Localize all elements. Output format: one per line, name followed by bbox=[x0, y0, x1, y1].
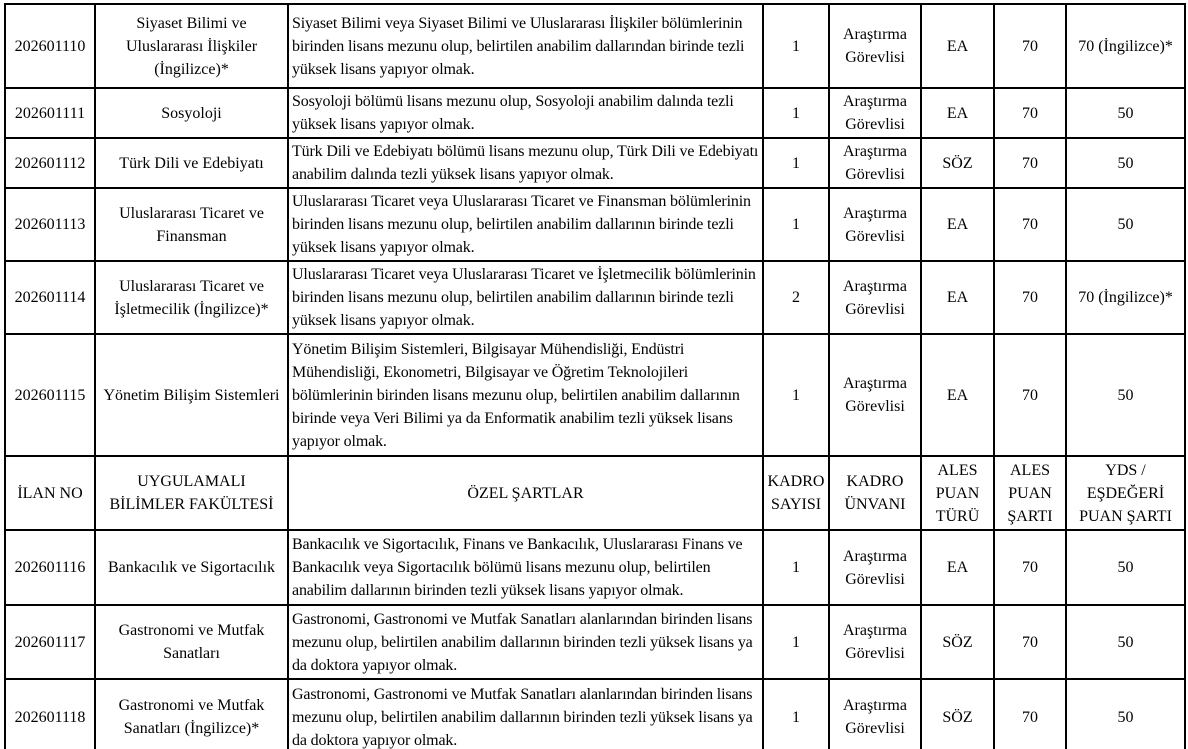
kadro-unvani-cell: Araştırma Görevlisi bbox=[829, 88, 921, 138]
ales-puan-sarti-cell: 70 bbox=[994, 261, 1066, 334]
header-fakulte: UYGULAMALI BİLİMLER FAKÜLTESİ bbox=[95, 456, 288, 530]
ales-puan-sarti-cell: 70 bbox=[994, 188, 1066, 261]
kadro-unvani-cell: Araştırma Görevlisi bbox=[829, 679, 921, 749]
kadro-sayisi-cell: 1 bbox=[763, 530, 829, 605]
ales-puan-turu-cell: EA bbox=[921, 334, 994, 456]
ilan-no-cell: 202601113 bbox=[5, 188, 95, 261]
ozel-sartlar-cell: Bankacılık ve Sigortacılık, Finans ve Bankacılık, Uluslararası Finans ve Bankacılık veya Sigortacılık bölümü lisans mezunu olup, belirtilen anabilim dallarının birinden tezli yüksek lisans yapıyor olmak. bbox=[288, 530, 763, 605]
ales-puan-sarti-cell: 70 bbox=[994, 605, 1066, 679]
ales-puan-turu-cell: SÖZ bbox=[921, 679, 994, 749]
ilan-no-cell: 202601118 bbox=[5, 679, 95, 749]
ilan-no-cell: 202601114 bbox=[5, 261, 95, 334]
rows-section-bottom bbox=[5, 530, 1185, 749]
bolum-cell: Gastronomi ve Mutfak Sanatları bbox=[95, 605, 288, 679]
ilan-no-cell: 202601112 bbox=[5, 138, 95, 188]
ales-puan-turu-cell: EA bbox=[921, 188, 994, 261]
ales-puan-sarti-cell: 70 bbox=[994, 530, 1066, 605]
ales-puan-sarti-cell: 70 bbox=[994, 138, 1066, 188]
ales-puan-turu-cell: SÖZ bbox=[921, 605, 994, 679]
ozel-sartlar-cell: Gastronomi, Gastronomi ve Mutfak Sanatları alanlarından birinden lisans mezunu olup, belirtilen anabilim dallarının birinden tezli yüksek lisans ya da doktora yapıyor olmak. bbox=[288, 679, 763, 749]
kadro-sayisi-cell: 2 bbox=[763, 261, 829, 334]
ozel-sartlar-cell: Siyaset Bilimi veya Siyaset Bilimi ve Uluslararası İlişkiler bölümlerinin birinden lisans mezunu olup, belirtilen anabilim dallarından birinde tezli yüksek lisans yapıyor olmak. bbox=[288, 4, 763, 88]
ozel-sartlar-cell: Sosyoloji bölümü lisans mezunu olup, Sosyoloji anabilim dalında tezli yüksek lisans yapıyor olmak. bbox=[288, 88, 763, 138]
kadro-sayisi-cell: 1 bbox=[763, 605, 829, 679]
ozel-sartlar-cell: Türk Dili ve Edebiyatı bölümü lisans mezunu olup, Türk Dili ve Edebiyatı anabilim dalında tezli yüksek lisans yapıyor olmak. bbox=[288, 138, 763, 188]
rows-section-top bbox=[5, 4, 1185, 456]
table-row bbox=[5, 4, 1185, 88]
bolum-cell: Sosyoloji bbox=[95, 88, 288, 138]
ozel-sartlar-cell: Uluslararası Ticaret veya Uluslararası Ticaret ve Finansman bölümlerinin birinden lisans mezunu olup, belirtilen anabilim dallarının birinde tezli yüksek lisans yapıyor olmak. bbox=[288, 188, 763, 261]
ales-puan-turu-cell: SÖZ bbox=[921, 138, 994, 188]
header-ales-puan-turu: ALES PUAN TÜRÜ bbox=[921, 456, 994, 530]
kadro-sayisi-cell: 1 bbox=[763, 4, 829, 88]
header-ilan-no: İLAN NO bbox=[5, 456, 95, 530]
table-row bbox=[5, 605, 1185, 679]
ales-puan-sarti-cell: 70 bbox=[994, 4, 1066, 88]
ales-puan-sarti-cell: 70 bbox=[994, 88, 1066, 138]
table-row bbox=[5, 679, 1185, 749]
faculty-header-row bbox=[5, 456, 1185, 530]
ales-puan-turu-cell: EA bbox=[921, 261, 994, 334]
header-yds-esdegeri: YDS / EŞDEĞERİ PUAN ŞARTI bbox=[1066, 456, 1185, 530]
table-row bbox=[5, 88, 1185, 138]
ales-puan-turu-cell: EA bbox=[921, 530, 994, 605]
yds-puan-sarti-cell: 50 bbox=[1066, 188, 1185, 261]
ales-puan-turu-cell: EA bbox=[921, 4, 994, 88]
ilan-no-cell: 202601116 bbox=[5, 530, 95, 605]
header-ales-puan-sarti: ALES PUAN ŞARTI bbox=[994, 456, 1066, 530]
ozel-sartlar-cell: Gastronomi, Gastronomi ve Mutfak Sanatları alanlarından birinden lisans mezunu olup, belirtilen anabilim dallarının birinden tezli yüksek lisans ya da doktora yapıyor olmak. bbox=[288, 605, 763, 679]
faculty-header-section bbox=[5, 456, 1185, 530]
kadro-unvani-cell: Araştırma Görevlisi bbox=[829, 188, 921, 261]
yds-puan-sarti-cell: 50 bbox=[1066, 530, 1185, 605]
header-kadro-sayisi: KADRO SAYISI bbox=[763, 456, 829, 530]
yds-puan-sarti-cell: 50 bbox=[1066, 605, 1185, 679]
bolum-cell: Uluslararası Ticaret ve Finansman bbox=[95, 188, 288, 261]
table-row bbox=[5, 188, 1185, 261]
kadro-unvani-cell: Araştırma Görevlisi bbox=[829, 4, 921, 88]
ilan-no-cell: 202601115 bbox=[5, 334, 95, 456]
yds-puan-sarti-cell: 50 bbox=[1066, 88, 1185, 138]
ilan-no-cell: 202601110 bbox=[5, 4, 95, 88]
table-row bbox=[5, 261, 1185, 334]
ales-puan-sarti-cell: 70 bbox=[994, 679, 1066, 749]
yds-puan-sarti-cell: 50 bbox=[1066, 138, 1185, 188]
bolum-cell: Yönetim Bilişim Sistemleri bbox=[95, 334, 288, 456]
kadro-unvani-cell: Araştırma Görevlisi bbox=[829, 138, 921, 188]
ilan-no-cell: 202601111 bbox=[5, 88, 95, 138]
yds-puan-sarti-cell: 50 bbox=[1066, 334, 1185, 456]
yds-puan-sarti-cell: 70 (İngilizce)* bbox=[1066, 261, 1185, 334]
yds-puan-sarti-cell: 70 (İngilizce)* bbox=[1066, 4, 1185, 88]
bolum-cell: Gastronomi ve Mutfak Sanatları (İngilizce)* bbox=[95, 679, 288, 749]
bolum-cell: Bankacılık ve Sigortacılık bbox=[95, 530, 288, 605]
header-ozel-sartlar: ÖZEL ŞARTLAR bbox=[288, 456, 763, 530]
bolum-cell: Siyaset Bilimi ve Uluslararası İlişkiler (İngilizce)* bbox=[95, 4, 288, 88]
bolum-cell: Türk Dili ve Edebiyatı bbox=[95, 138, 288, 188]
bolum-cell: Uluslararası Ticaret ve İşletmecilik (İngilizce)* bbox=[95, 261, 288, 334]
kadro-unvani-cell: Araştırma Görevlisi bbox=[829, 261, 921, 334]
kadro-unvani-cell: Araştırma Görevlisi bbox=[829, 334, 921, 456]
ozel-sartlar-cell: Uluslararası Ticaret veya Uluslararası Ticaret ve İşletmecilik bölümlerinin birinden lisans mezunu olup, belirtilen anabilim dallarının birinde tezli yüksek lisans yapıyor olmak. bbox=[288, 261, 763, 334]
ales-puan-sarti-cell: 70 bbox=[994, 334, 1066, 456]
kadro-sayisi-cell: 1 bbox=[763, 679, 829, 749]
academic-vacancy-table bbox=[4, 3, 1186, 749]
yds-puan-sarti-cell: 50 bbox=[1066, 679, 1185, 749]
table-row bbox=[5, 334, 1185, 456]
kadro-sayisi-cell: 1 bbox=[763, 334, 829, 456]
ilan-no-cell: 202601117 bbox=[5, 605, 95, 679]
table-row bbox=[5, 138, 1185, 188]
header-kadro-unvani: KADRO ÜNVANI bbox=[829, 456, 921, 530]
kadro-sayisi-cell: 1 bbox=[763, 188, 829, 261]
kadro-unvani-cell: Araştırma Görevlisi bbox=[829, 530, 921, 605]
kadro-sayisi-cell: 1 bbox=[763, 88, 829, 138]
kadro-sayisi-cell: 1 bbox=[763, 138, 829, 188]
table-row bbox=[5, 530, 1185, 605]
ozel-sartlar-cell: Yönetim Bilişim Sistemleri, Bilgisayar Mühendisliği, Endüstri Mühendisliği, Ekonometri, Bilgisayar ve Öğretim Teknolojileri bölümlerinin birinden lisans mezunu olup, belirtilen anabilim dallarının birinde veya Veri Bilimi ya da Enformatik anabilim tezli yüksek lisans yapıyor olmak. bbox=[288, 334, 763, 456]
kadro-unvani-cell: Araştırma Görevlisi bbox=[829, 605, 921, 679]
ales-puan-turu-cell: EA bbox=[921, 88, 994, 138]
